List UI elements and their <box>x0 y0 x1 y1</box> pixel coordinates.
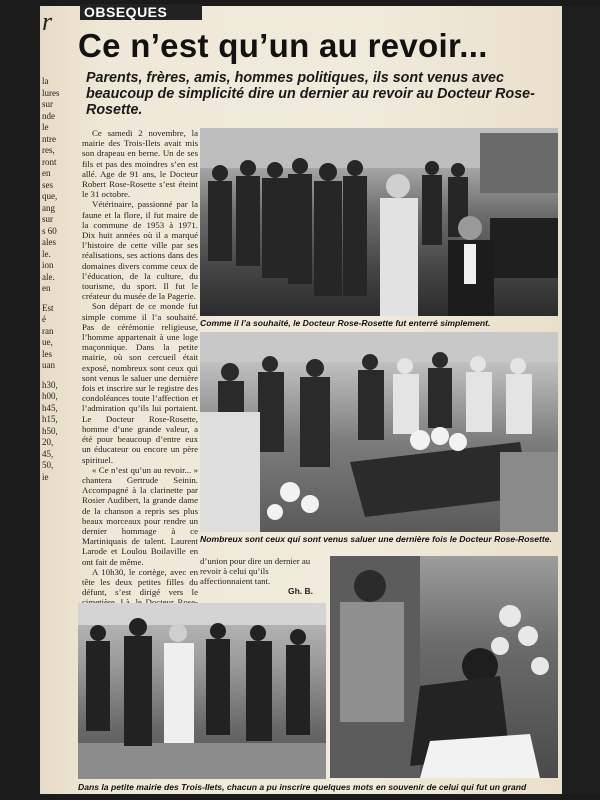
previous-article-line: h45, <box>42 402 58 413</box>
previous-article-line: uan <box>42 360 55 370</box>
previous-article-line: en <box>42 168 51 178</box>
previous-article-line: res, <box>42 145 55 155</box>
previous-article-line: ses <box>42 179 53 190</box>
previous-article-line: ran <box>42 325 54 336</box>
previous-article-line: la <box>42 76 49 86</box>
previous-article-line: ntre <box>42 133 56 144</box>
previous-article-line: ang <box>42 202 55 213</box>
caption-photo-2: Nombreux sont ceux qui sont venus saluer une dernière fois le Docteur Rose-Rosette. <box>200 534 552 544</box>
previous-article-line: sur <box>42 99 53 109</box>
previous-article-line: ale. <box>42 271 55 282</box>
standfirst: Parents, frères, amis, hommes politiques, ils sont venus avec beaucoup de simplicité dire un dernier au revoir au Docteur Rose-Rosette. <box>86 70 535 118</box>
body-paragraph: A 10h30, le cortège, avec en tête les deux petites filles du défunt, s’est dirigé vers le <box>82 566 198 598</box>
previous-article-line: 50, <box>42 460 54 470</box>
previous-article-line: nde <box>42 110 55 121</box>
previous-article-line: h50, <box>42 425 58 436</box>
scan-edge-right <box>562 0 600 800</box>
photo-mourners <box>200 332 558 532</box>
previous-article-line: 45, <box>42 448 54 459</box>
previous-article-line: ion <box>42 260 54 270</box>
caption-bottom: Dans la petite mairie des Trois-Ilets, chacun a pu inscrire quelques mots en souvenir de celui qui fut un grand <box>78 782 527 792</box>
previous-article-line: ales <box>42 237 56 247</box>
body-paragraph: Son départ de ce monde fut simple comme il l’a souhaité. Pas de cérémonie religieuse, l’homme appartenait à une loge maçonnique. Dans la petite mairie, où son cercueil était exposé, nombreux sont ceux qui sont venus le saluer une dernière fois et inscrire sur le registre des condoléances toute l’affection et l’admiration qu’ils lui portaient. Le Docteur Rose-Rosette, homme d’une grande valeur, a été pour beaucoup d’entre eux un éducateur ou encore un père spirituel. <box>82 301 198 465</box>
body-paragraph: Ce samedi 2 novembre, la mairie des Trois-Ilets avait mis son drapeau en berne. Un de ses fils et pas des moindres s’en est allé. Age de 91 ans, le Docteur Robert Rose-Rosette s’est éteint le 31 octobre. <box>82 128 198 200</box>
previous-article-line: h15, <box>42 414 58 424</box>
previous-article-line: que, <box>42 191 58 201</box>
scan-edge-bottom <box>0 794 600 800</box>
headline: Ce n’est qu’un au revoir... <box>78 27 488 64</box>
previous-article-line: Est <box>42 302 54 313</box>
signing-register-photo-icon <box>330 556 558 778</box>
photo-signing-register <box>330 556 558 778</box>
street-procession-photo-icon <box>78 603 326 779</box>
previous-article-line: 20, <box>42 437 54 447</box>
article-body <box>82 128 198 648</box>
body-paragraph: Vétérinaire, passionné par la faune et la flore, il fut maire de la commune de 1953 à 1971. Dix huit années où il a marqué l’histoire de cette ville par ses réalisations, ses actions dans des domaines divers comme ceux de l’éducation, de la culture, du tourisme, du sport. Il fut le créateur du musée de la Pagerie. <box>82 199 198 302</box>
funeral-procession-photo-icon <box>200 128 558 316</box>
author-signature: Gh. B. <box>288 586 314 596</box>
previous-article-line: ie <box>42 471 49 482</box>
previous-article-line: sur <box>42 214 53 224</box>
previous-article-line: le. <box>42 248 51 259</box>
previous-article-column <box>42 8 70 688</box>
photo-procession <box>200 128 558 316</box>
previous-article-line: h30, <box>42 379 58 390</box>
mourners-coffin-photo-icon <box>200 332 558 532</box>
previous-article-lines <box>42 76 70 483</box>
previous-article-line: ront <box>42 156 57 167</box>
previous-article-line: h00, <box>42 391 58 401</box>
previous-article-line: en <box>42 283 51 293</box>
scan-edge-left <box>0 0 40 800</box>
previous-article-heading: r <box>42 8 53 36</box>
previous-article-line: lures <box>42 87 60 98</box>
previous-article-line: é <box>42 314 46 324</box>
body-paragraph: « Ce n’est qu’un au revoir... » chantera Gertrude Seinin. Accompagné à la clarinette par Rosier Audibert, la grande dame de la chanson a repris ses plus beaux morceaux pour rendre un dernier hommage à ce Martiniquais de talent. Laurent Larode et Loulou Boilaville en ont fait de même. <box>82 464 198 567</box>
section-rubric: OBSEQUES <box>80 4 202 20</box>
previous-article-line: les <box>42 348 52 359</box>
previous-article-line: s 60 <box>42 225 57 236</box>
photo-street-procession <box>78 603 326 779</box>
continuation-text: d’union pour dire un dernier au revoir à celui qu’ils affectionnaient tant. <box>200 556 311 587</box>
caption-photo-1: Comme il l’a souhaité, le Docteur Rose-Rosette fut enterré simplement. <box>200 318 491 328</box>
previous-article-line: le <box>42 122 49 132</box>
previous-article-line: ue, <box>42 337 53 347</box>
